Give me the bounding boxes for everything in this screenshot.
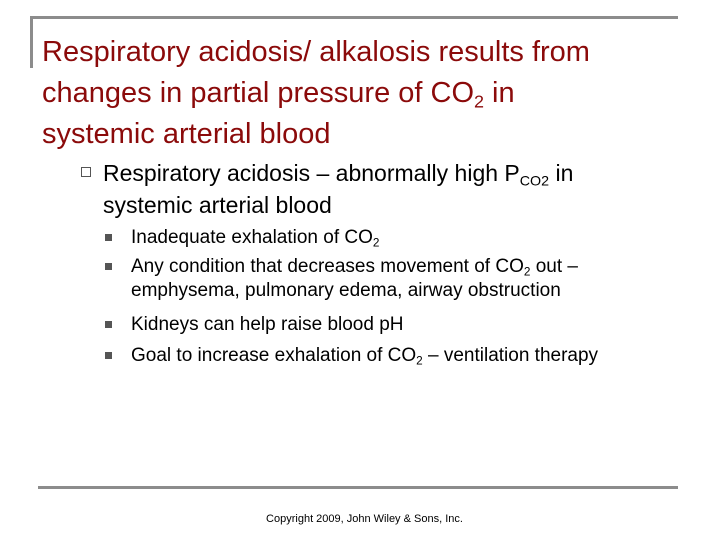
filled-square-bullet-icon	[105, 263, 112, 270]
level1-line-1	[103, 157, 703, 189]
sub-bullet-2-line-2: emphysema, pulmonary edema, airway obstruction	[131, 280, 561, 301]
frame-left-rule	[30, 16, 33, 68]
sub-bullet-1-line	[131, 226, 379, 250]
title-subscript: 2	[474, 91, 484, 112]
sub-bullet-1-subscript: 2	[372, 236, 380, 250]
sub-bullet-2-text: Any condition that decreases movement of CO	[131, 256, 524, 277]
sub-bullet-2-line-1	[131, 255, 578, 279]
level1-bullet	[103, 157, 703, 221]
sub-bullet-4-text-end: – ventilation therapy	[422, 345, 599, 366]
level1-line-2: systemic arterial blood	[103, 192, 332, 218]
sub-bullet-3	[131, 313, 404, 337]
level1-text-end: in	[549, 160, 574, 186]
filled-square-bullet-icon	[105, 234, 112, 241]
title-line-2	[42, 73, 692, 114]
footer-rule	[38, 486, 678, 489]
level1-subscript: CO2	[519, 173, 550, 190]
sub-bullet-4-subscript: 2	[416, 354, 423, 368]
sub-bullet-4	[131, 344, 598, 368]
sub-bullet-1-text: Inadequate exhalation of CO	[131, 227, 373, 248]
filled-square-bullet-icon	[105, 352, 112, 359]
title-line-1: Respiratory acidosis/ alkalosis results from	[42, 36, 590, 68]
title-line-2-text: changes in partial pressure of CO	[42, 77, 474, 109]
sub-bullet-2	[131, 255, 578, 303]
sub-bullet-1	[131, 226, 379, 250]
frame-top-rule	[30, 16, 678, 19]
level1-text: Respiratory acidosis – abnormally high P	[103, 160, 520, 186]
hollow-square-bullet-icon	[81, 167, 91, 177]
title-line-3: systemic arterial blood	[42, 118, 331, 150]
sub-bullet-3-line: Kidneys can help raise blood pH	[131, 314, 404, 335]
sub-bullet-2-subscript: 2	[523, 265, 531, 279]
sub-bullet-4-text: Goal to increase exhalation of CO	[131, 345, 417, 366]
sub-bullet-4-line	[131, 344, 598, 368]
sub-bullet-2-text-end: out –	[530, 256, 578, 277]
copyright-text: Copyright 2009, John Wiley & Sons, Inc.	[266, 513, 463, 525]
filled-square-bullet-icon	[105, 321, 112, 328]
title-line-2-end: in	[484, 77, 515, 109]
footer	[0, 512, 720, 526]
slide-title	[42, 32, 692, 155]
